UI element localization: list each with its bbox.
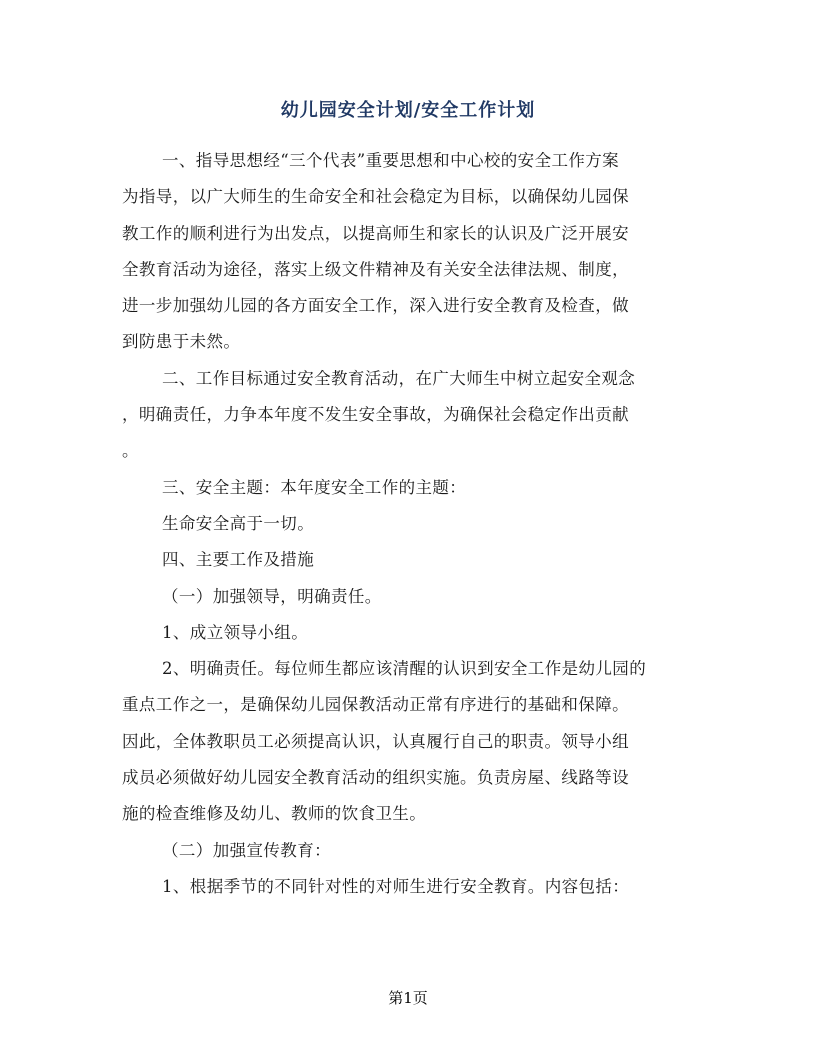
section-heading: 四、主要工作及措施 bbox=[162, 550, 315, 570]
paragraph-line: 为指导，以广大师生的生命安全和社会稳定为目标，以确保幼儿园保 bbox=[122, 187, 629, 207]
page-number: 第1页 bbox=[388, 989, 428, 1007]
paragraph-line: 重点工作之一，是确保幼儿园保教活动正常有序进行的基础和保障。 bbox=[122, 695, 629, 715]
paragraph-line: 全教育活动为途径，落实上级文件精神及有关安全法律法规、制度， bbox=[122, 259, 629, 279]
paragraph-line: 施的检查维修及幼儿、教师的饮食卫生。 bbox=[122, 804, 427, 824]
paragraph-line: 。 bbox=[122, 441, 139, 461]
paragraph-line: 到防患于未然。 bbox=[122, 332, 241, 352]
list-item: 1、根据季节的不同针对性的对师生进行安全教育。内容包括： bbox=[162, 876, 630, 896]
document-title: 幼儿园安全计划/安全工作计划 bbox=[280, 100, 536, 121]
list-item: 2、明确责任。每位师生都应该清醒的认识到安全工作是幼儿园的 bbox=[162, 659, 647, 679]
paragraph-line: 一、指导思想经“三个代表”重要思想和中心校的安全工作方案 bbox=[162, 151, 620, 170]
paragraph-line: 三、安全主题：本年度安全工作的主题： bbox=[162, 477, 467, 497]
paragraph-line: 进一步加强幼儿园的各方面安全工作，深入进行安全教育及检查，做 bbox=[122, 296, 629, 316]
list-item: 1、成立领导小组。 bbox=[162, 622, 309, 642]
paragraph-line: 生命安全高于一切。 bbox=[162, 513, 315, 533]
paragraph-line: 因此，全体教职员工必须提高认识，认真履行自己的职责。领导小组 bbox=[122, 731, 629, 751]
subsection-heading: （二）加强宣传教育： bbox=[162, 840, 331, 860]
paragraph-line: ，明确责任，力争本年度不发生安全事故，为确保社会稳定作出贡献 bbox=[122, 405, 629, 425]
document-body bbox=[122, 143, 694, 905]
paragraph-line: 二、工作目标通过安全教育活动，在广大师生中树立起安全观念 bbox=[162, 368, 636, 388]
subsection-heading: （一）加强领导，明确责任。 bbox=[162, 586, 382, 606]
paragraph-line: 成员必须做好幼儿园安全教育活动的组织实施。负责房屋、线路等设 bbox=[122, 768, 629, 788]
paragraph-line: 教工作的顺利进行为出发点，以提高师生和家长的认识及广泛开展安 bbox=[122, 223, 629, 243]
